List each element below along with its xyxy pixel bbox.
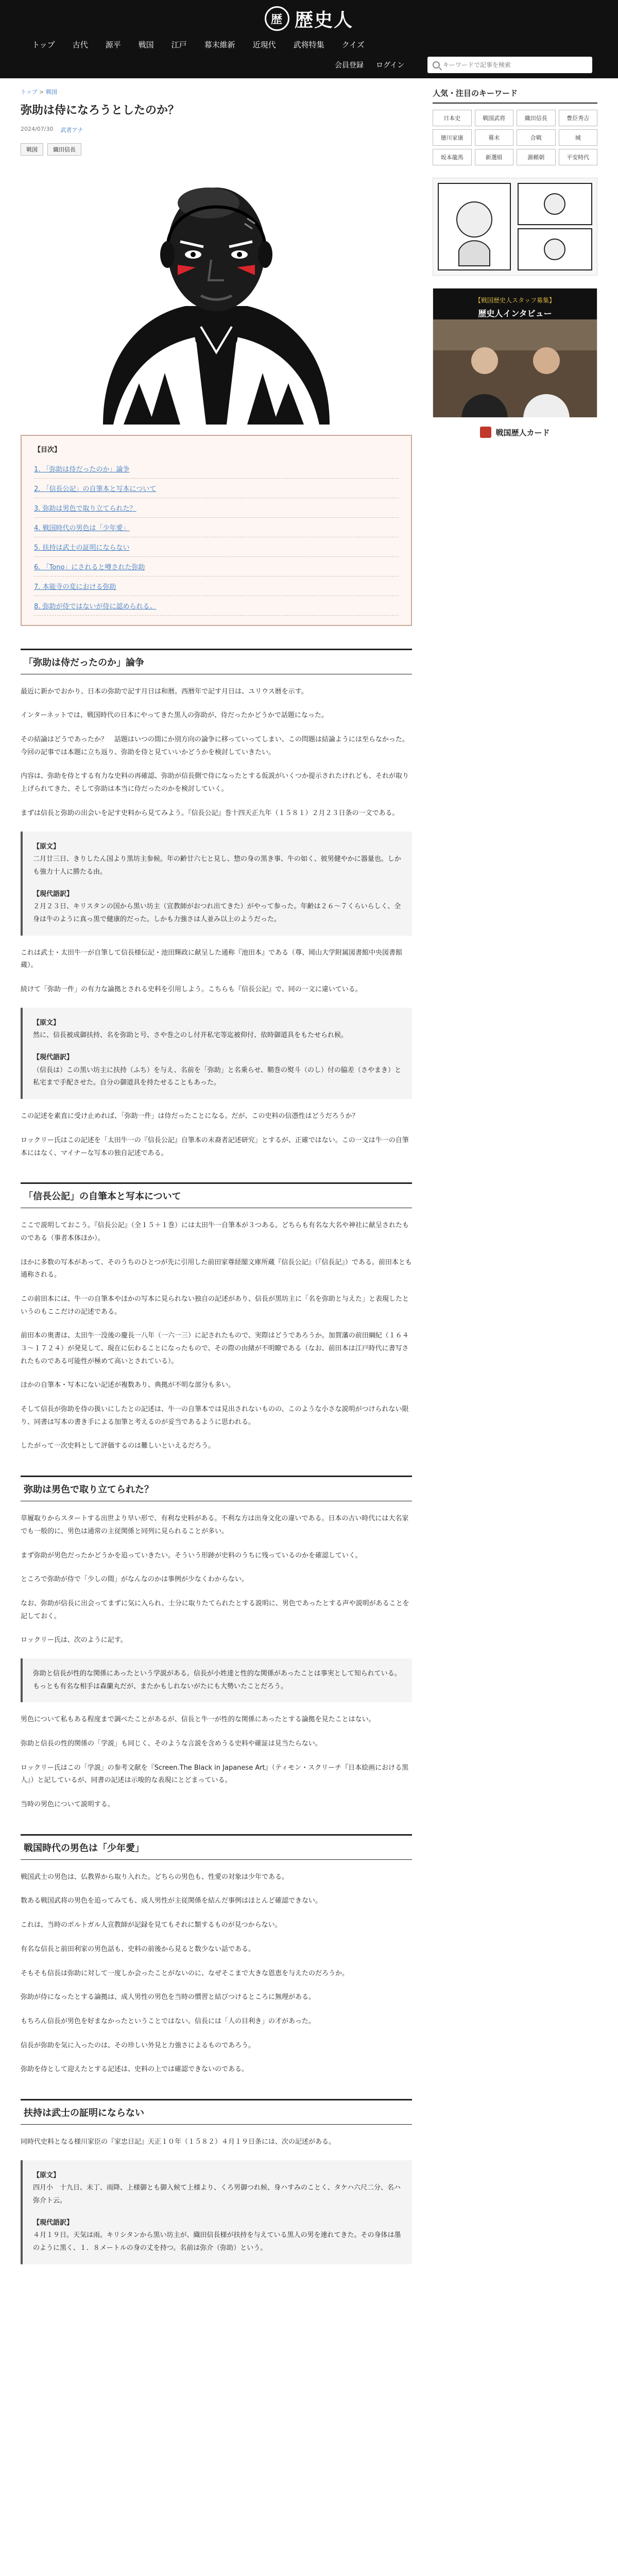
keyword-tag[interactable]: 平安時代 <box>559 149 598 165</box>
search-icon[interactable] <box>433 61 440 69</box>
logo-text: 歴史人 <box>294 9 353 31</box>
toc-item[interactable]: 5. 扶持は武士の証明にならない <box>34 537 399 557</box>
section-heading: 弥助は男色で取り立てられた？ <box>21 1476 412 1501</box>
site-logo[interactable] <box>234 5 384 32</box>
nav-item-modern[interactable]: 近現代 <box>252 40 276 49</box>
quote-block <box>21 1658 412 1702</box>
card-text: 戦国歴人カード <box>495 428 550 437</box>
section-5 <box>21 2099 412 2264</box>
interview-banner[interactable] <box>433 288 597 417</box>
login-link[interactable]: ログイン <box>376 61 405 70</box>
section-heading: 「信長公記」の自筆本と写本について <box>21 1182 412 1208</box>
paragraph: ロックリー氏はこの「学説」の参考文献を『Screen.The Black in Japanese Art』（ティモン・スクリーチ『日本絵画における黒人』）と記しているが、同書の記述は示唆的な表現にとどまっている。 <box>21 1764 409 1785</box>
section-4 <box>21 1834 412 2076</box>
quote-sub-label: 【現代語訳】 <box>33 1054 74 1062</box>
quote-label: 【原文】 <box>33 842 60 851</box>
section-heading: 「弥助は侍だったのか」論争 <box>21 649 412 674</box>
quote-label: 【原文】 <box>33 2171 60 2179</box>
quote-block <box>21 1008 412 1099</box>
toc-item[interactable]: 1. 「弥助は侍だったのか」論争 <box>34 459 399 479</box>
toc-title: 【目次】 <box>34 446 61 454</box>
paragraph: 弥助と信長の性的関係の「学説」も同じく、そのような言説を含めうる史料や確証は見当たらない。 <box>21 1740 322 1748</box>
quote-sub-label: 【現代語訳】 <box>33 2218 74 2227</box>
banner-title: 歴史人インタビュー <box>478 309 552 318</box>
quote-body: 然に、信長被成御扶持、名を弥助と号、さや巻之のし付并私宅等迄被仰付、依時御道具をもたせられ候。 <box>33 1031 348 1040</box>
paragraph: ロックリー氏は、次のように記す。 <box>21 1636 127 1645</box>
quote-body: 四月小 十九日、未丁、雨降、上様御とも御入候て上様より、くろ男御つれ候、身ハすみのことく、タケハ六尺二分、名ハ弥介ト云。 <box>33 2184 401 2205</box>
paragraph: 同時代史料となる様川家臣の『家忠日記』天正１０年（１５８２）４月１９日条には、次の記述がある。 <box>21 2138 336 2146</box>
card-banner[interactable] <box>433 422 597 443</box>
paragraph: その結論はどうであったか？ 話題はいつの間にか別方向の論争に移っていってしまい、この問題は結論ようには至らなかった。今回の記事では本題に立ち返り、弥助を侍と見ていいかどうかを検討していきたい。 <box>21 736 409 756</box>
tag-sengoku[interactable]: 戦国 <box>21 143 43 156</box>
section-heading: 戦国時代の男色は「少年愛」 <box>21 1834 412 1860</box>
banner-caption: 【戦国歴史人スタッフ募集】 <box>474 297 555 304</box>
breadcrumb <box>21 88 412 96</box>
paragraph: 男色について私もある程度まで調べたことがあるが、信長と牛一が性的な関係にあったとする論拠を見たことはない。 <box>21 1716 375 1724</box>
toc-item[interactable]: 3. 弥助は男色で取り立てられた？ <box>34 498 399 518</box>
paragraph: 前田本の奥書は、太田牛一没後の慶長一八年（一六一三）に記されたもので、実際はどうであろうか。加賀藩の前田綱紀（１６４３〜１７２４）が発見して、現在に伝わることになったもので、その際の由緒が不明瞭である（なお、前田本は江戸時代に書写されたものである可能性が極めて高いとされている）。 <box>21 1332 409 1365</box>
keyword-tag[interactable]: 織田信長 <box>517 110 556 126</box>
manga-illustration <box>433 178 597 275</box>
quote-sub-body: ４月１９日。天気は雨。キリシタンから黒い坊主が、織田信長様が扶持を与えている黒人の男を連れてきた。その身体は墨のように黒く、１．８メートルの身の丈を持つ。名前は弥介（弥助）という。 <box>33 2231 401 2252</box>
section-3 <box>21 1476 412 1811</box>
keyword-tag[interactable]: 源頼朝 <box>517 149 556 165</box>
paragraph: ここで説明しておこう。『信長公記』（全１５＋１巻）には太田牛一自筆本が３つある。どちらも有名な大名や神社に献呈されたものである（事者本体ほか）。 <box>21 1222 409 1242</box>
table-of-contents <box>21 435 412 626</box>
account-links <box>335 60 404 70</box>
paragraph: ほかに多数の写本があって、そのうちのひとつが先に引用した前田家尊経閣文庫所蔵『信長公記』（『信長記』）である。前田本とも通称される。 <box>21 1258 412 1279</box>
paragraph: インターネットでは、戦国時代の日本にやってきた黒人の弥助が、侍だったかどうかで話題になった。 <box>21 711 328 720</box>
nav-item-edo[interactable]: 江戸 <box>171 40 187 49</box>
keyword-tag[interactable]: 豊臣秀吉 <box>559 110 598 126</box>
paragraph: 有名な信長と前田利家の男色話も、史料の前後から見ると数少ない話である。 <box>21 1945 255 1953</box>
paragraph: したがって一次史料として評価するのは難しいといえるだろう。 <box>21 1442 215 1450</box>
toc-item[interactable]: 4. 戦国時代の男色は「少年愛」 <box>34 518 399 537</box>
search-box <box>427 57 592 73</box>
paragraph: この記述を素直に受け止めれば、「弥助一件」は侍だったことになる。だが、この史料の信憑性はどうだろうか？ <box>21 1112 359 1121</box>
nav-item-quiz[interactable]: クイズ <box>341 40 365 49</box>
quote-block <box>21 2160 412 2264</box>
main-nav <box>31 36 366 53</box>
nav-item-top[interactable]: トップ <box>32 40 55 49</box>
quote-body: 二月廿三日、きりしたん国より黒坊主参候。年の齢廿六七と見し、惣の身の黒き事、牛の如く、彼男健やかに器量也。しかも強力十人に勝たる由。 <box>33 855 401 876</box>
nav-item-busho[interactable]: 武将特集 <box>293 40 324 49</box>
paragraph: ロックリー氏はこの記述を「太田牛一の『信長公記』自筆本の末裔者記述研究」とするが、正確ではない。この一文は牛一の自筆本にはなく、マイナーな写本の独自記述である。 <box>21 1136 409 1157</box>
manga-banner[interactable] <box>433 178 597 276</box>
paragraph: なお、弥助が信長に出会ってまずに気に入られ、士分に取りたてられたとする説明に、男色であったとする声や説明があることを記しておく。 <box>21 1599 409 1620</box>
keyword-tag[interactable]: 新選組 <box>475 149 514 165</box>
toc-item[interactable]: 7. 本能寺の変における弥助 <box>34 577 399 596</box>
toc-item[interactable]: 2. 「信長公記」の自筆本と写本について <box>34 479 399 498</box>
quote-sub-body: （信長は）この黒い坊主に扶持（ふち）を与え、名前を「弥助」と名乗らせ、鞘巻の熨斗（のし）付の脇差（さやまき）と私宅まで手配させた。自分の御道具を持たせることもあった。 <box>33 1066 402 1087</box>
logo-badge: 歴 <box>265 6 289 31</box>
paragraph: これは武士・太田牛一が自筆して信長様伝記・池田輝政に献呈した通称『池田本』である（尊、岡山大学附属図書館中央図書館蔵）。 <box>21 948 403 970</box>
page-title: 弥助は侍になろうとしたのか？ <box>21 104 180 117</box>
paragraph: そもそも信長は弥助に対して一度しか会ったことがないのに、なぜそこまで大きな恩恵を与えたのだろうか。 <box>21 1969 349 1977</box>
keyword-tag[interactable]: 合戦 <box>517 129 556 146</box>
quote-block <box>21 832 412 936</box>
card-icon <box>480 427 491 438</box>
keyword-tag[interactable]: 日本史 <box>433 110 472 126</box>
breadcrumb-current[interactable]: 戦国 <box>45 89 57 95</box>
section-heading: 扶持は武士の証明にならない <box>21 2099 412 2125</box>
article-author[interactable]: 武者アナ <box>60 126 83 133</box>
paragraph: ところで弥助が侍で「少しの間」がなんなのかは事例が少なくわからない。 <box>21 1575 248 1584</box>
article-tags <box>21 143 412 156</box>
paragraph: まず弥助が男色だったかどうかを追っていきたい。そういう形跡が史料のうちに残っているのかを確認していく。 <box>21 1551 362 1560</box>
paragraph: まずは信長と弥助の出会いを記す史料から見てみよう。『信長公記』巻十四天正九年（１５８１）２月２３日条の一文である。 <box>21 809 399 817</box>
breadcrumb-home[interactable]: トップ <box>21 89 38 95</box>
keyword-tag[interactable]: 戦国武将 <box>475 110 514 126</box>
quote-body: 弥助と信長が性的な関係にあったという学説がある。信長が小姓達と性的な関係があったことは事実として知られている。もっとも有名な相手は森蘭丸だが、またかもしれないがたにも大勢いたことだろう。 <box>33 1669 401 1690</box>
register-link[interactable]: 会員登録 <box>335 61 364 70</box>
paragraph: 当時の男色について説明する。 <box>21 1801 114 1809</box>
keyword-tag[interactable]: 坂本龍馬 <box>433 149 472 165</box>
interview-photo <box>433 319 597 417</box>
article-meta <box>21 126 412 134</box>
quote-label: 【原文】 <box>33 1019 60 1027</box>
tag-nobunaga[interactable]: 織田信長 <box>47 143 81 156</box>
toc-list <box>34 459 399 616</box>
paragraph: この前田本には、牛一の自筆本やほかの写本に見られない独自の記述があり、信長が黒坊主に「名を弥助と与えた」と表現したというのもここだけの記述である。 <box>21 1295 409 1316</box>
quote-sub-body: ２月２３日、キリスタンの国から黒い坊主（宣教師がおつれ出てきた）がやって参った。年齢は２６〜７くらいらしく、全身は牛のように真っ黒で健康的だった。しかも力強さは人並み以上のようだった。 <box>33 903 401 923</box>
quote-sub-label: 【現代語訳】 <box>33 890 74 898</box>
nav-item-sengoku[interactable]: 戦国 <box>138 40 154 49</box>
paragraph: 続けて「弥助一件」の有力な論拠とされる史料を引用しよう。こちらも『信長公記』で、同の一文に違いている。 <box>21 986 362 993</box>
yasuke-portrait-image <box>21 167 412 425</box>
paragraph: そして信長が弥助を侍の扱いにしたとの記述は、牛一の自筆本では見出されないものの、このような小さな説明がつけられない限り、同書は写本の書き手による加筆と考えるのが妥当であるように思われる。 <box>21 1405 409 1426</box>
paragraph: 弥助が侍になったとする論拠は、成人男性の男色を当時の慣習と結びつけるところに無理がある。 <box>21 1993 316 2002</box>
search-input[interactable] <box>443 61 587 69</box>
hero-illustration <box>21 167 412 425</box>
keyword-tag[interactable]: 徳川家康 <box>433 129 472 146</box>
toc-item[interactable]: 6. 「Tono」にされると噂された弥助 <box>34 557 399 577</box>
site-header <box>0 0 618 78</box>
breadcrumb-sep: > <box>37 89 46 95</box>
keyword-tag[interactable]: 城 <box>559 129 598 146</box>
paragraph: ほかの自筆本・写本にない記述が複数あり、典拠が不明な部分も多い。 <box>21 1381 235 1389</box>
keywords-title: 人気・注目のキーワード <box>433 88 597 104</box>
sidebar <box>433 88 597 443</box>
section-2 <box>21 1182 412 1453</box>
nav-item-ancient[interactable]: 古代 <box>72 40 88 49</box>
paragraph: もちろん信長が男色を好まなかったということではない。信長には「人の目利き」の才があった。 <box>21 2017 315 2025</box>
paragraph: これは、当時のポルトガル人宣教師が記録を見てもそれに類するものが見つからない。 <box>21 1921 282 1929</box>
article-main <box>21 88 412 2264</box>
section-1 <box>21 649 412 1160</box>
paragraph: 最近に新かでおかり、日本の弥助で記す月日は和暦。西暦年で記す月日は、ユリウス暦を示す。 <box>21 687 308 696</box>
nav-item-bakumatsu[interactable]: 幕末維新 <box>204 40 235 49</box>
paragraph: 戦国武士の男色は、仏教界から取り入れた。どちらの男色も、性愛の対象は少年である。 <box>21 1873 289 1881</box>
keyword-tag[interactable]: 幕末 <box>475 129 514 146</box>
toc-item[interactable]: 8. 弥助が侍ではないが侍に認められる。 <box>34 596 399 616</box>
nav-item-genpei[interactable]: 源平 <box>105 40 121 49</box>
paragraph: 数ある戦国武将の男色を追ってみても、成人男性が主従関係を結んだ事例はほとんど確認できない。 <box>21 1897 322 1905</box>
paragraph: 信長が弥助を気に入ったのは、その珍しい外見と力強さによるものであろう。 <box>21 2041 255 2049</box>
article-date: 2024/07/30 <box>21 125 54 132</box>
paragraph: 弥助を侍として迎えたとする記述は、史料の上では確認できないのである。 <box>21 2065 249 2074</box>
paragraph: 内容は、弥助を侍とする有力な史料の再確認、弥助が信長側で侍になったとする仮説がいくつか提示されたけれども、それが取り上げられてきた、そして弥助は本当に侍だったのかを検討していく。 <box>21 772 409 793</box>
keyword-grid <box>433 110 597 165</box>
paragraph: 草履取りからスタートする出世より早い形で、有利な史料がある。不利な方は出身文化の違いである。日本の古い時代には大名家でも一般的に、男色は通常の主従関係と同列に見られることが多い。 <box>21 1515 409 1535</box>
